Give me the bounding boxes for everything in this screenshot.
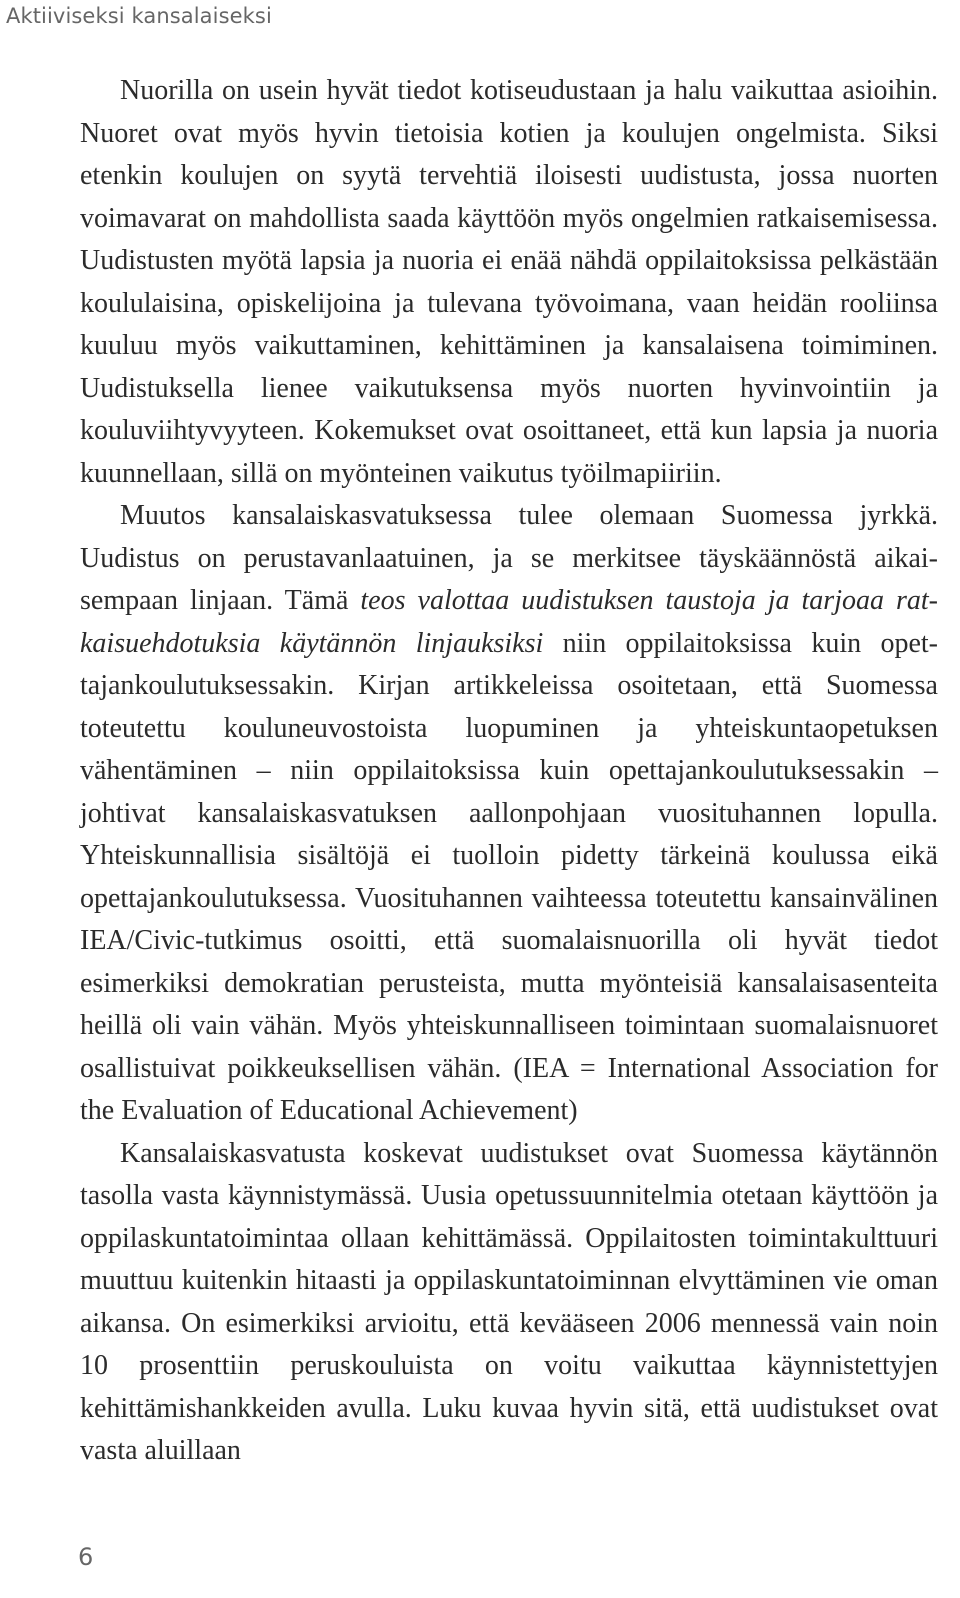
- paragraph-2-start: Muutos kansalaiskasvatuksessa tulee olemaan Suomessa jyrkkä. Uudistus on perustavanlaatuinen, ja se merkitsee täyskäännöstä aikaisempaan linjaan. Tämä: [80, 500, 938, 616]
- page-number: 6: [78, 1543, 94, 1571]
- paragraph-2-end: niin oppilaitoksissa kuin opettajankoulutuksessakin. Kirjan artikkeleissa osoitetaan, että Suomessa toteutettu kouluneuvostoista luopuminen ja yhteiskuntaopetuksen vähentäminen – niin oppilaitoksissa kuin opettajankoulutuksessakin – johtivat kansalaiskasvatuksen aallonpohjaan vuosituhannen lopulla. Yhteiskunnallisia sisältöjä ei tuolloin pidetty tärkeinä koulussa eikä opettajankoulutuksessa. Vuosituhannen vaihteessa toteutettu kansainvälinen IEA/Civic-tutkimus osoitti, että suomalaisnuorilla oli hyvät tiedot esimerkiksi demokratian perusteista, mutta myönteisiä kansalaisasenteita heillä oli vain vähän. Myös yhteiskunnalliseen toimintaan suomalaisnuoret osallistuivat poikkeuksellisen vähän. (IEA = International Association for the Evaluation of Educational Achievement): [80, 627, 938, 1126]
- body-text: [80, 70, 938, 1473]
- paragraph-1: Nuorilla on usein hyvät tiedot kotiseudustaan ja halu vaikuttaa asioihin. Nuoret ovat myös hyvin tietoisia kotien ja koulujen ongelmista. Siksi etenkin koulujen on syytä tervehtiä iloisesti uudistusta, jossa nuorten voimavarat on mahdollista saada käyttöön myös ongelmien ratkaisemisessa. Uudistusten myötä lapsia ja nuoria ei enää nähdä oppilaitoksissa pelkästään koululaisina, opiskelijoina ja tulevana työvoimana, vaan heidän rooliinsa kuuluu myös vaikuttaminen, kehittäminen ja kansalaisena toimiminen. Uudistuksella lienee vaikutuksensa myös nuorten hyvinvointiin ja kouluviihtyvyyteen. Kokemukset ovat osoittaneet, että kun lapsia ja nuoria kuunnellaan, sillä on myönteinen vaikutus työilmapiiriin.: [80, 75, 938, 489]
- paragraph-2-emphasis: teos valottaa uudistuksen taustoja ja tarjoaa ratkaisuehdotuksia käytännön linjauksiksi: [80, 585, 938, 659]
- paragraph-3: Kansalaiskasvatusta koskevat uudistukset ovat Suomessa käytännön tasolla vasta käynnistymässä. Uusia opetussuunnitelmia otetaan käyttöön ja oppilaskuntatoimintaa ollaan kehittämässä. Oppilaitosten toimintakulttuuri muuttuu kuitenkin hitaasti ja oppilaskuntatoiminnan elvyttäminen vie oman aikansa. On esimerkiksi arvioitu, että kevääseen 2006 mennessä vain noin 10 prosenttiin peruskouluista on voitu vaikuttaa käynnistettyjen kehittämishankkeiden avulla. Luku kuvaa hyvin sitä, että uudistukset ovat vasta aluillaan: [80, 1137, 938, 1466]
- paragraph-2: [80, 495, 938, 1133]
- running-head-title: Aktiiviseksi kansalaiseksi: [6, 4, 272, 28]
